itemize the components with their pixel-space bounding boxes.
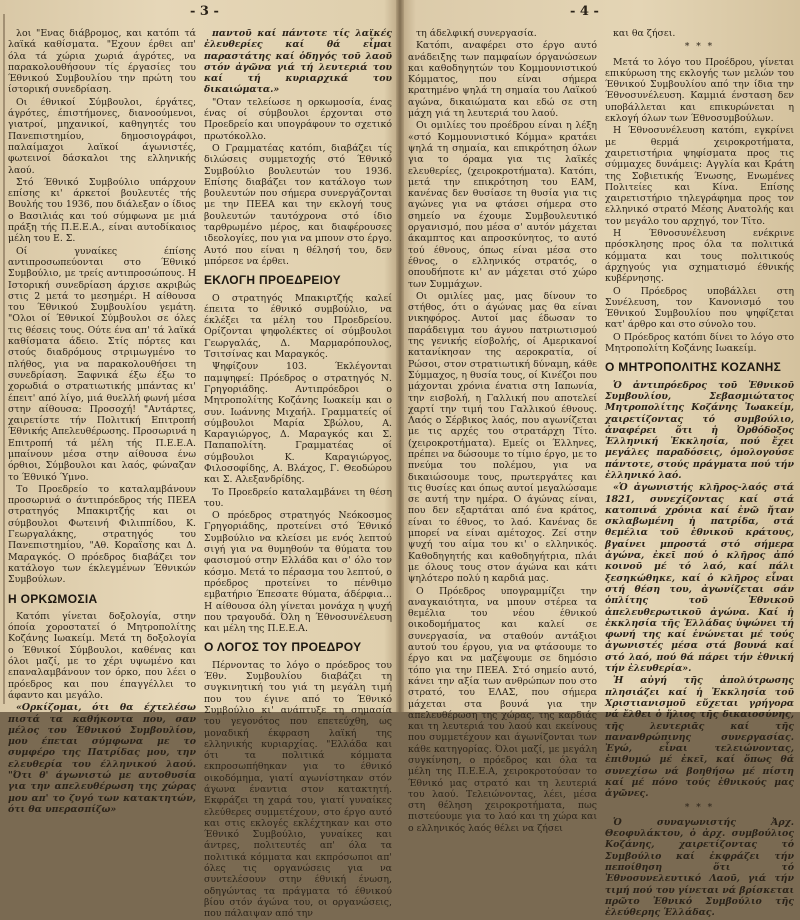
paragraph: Οι έθνικοί Σύμβουλοι, έργάτες, άγρότες, έπιστήμονες, διανοούμενοι, γιατροί, μηχανικοί, καθηγητές του Πανεπιστημίου, δημοσιογράφοι, παλαίμαχοι λαϊκοί άγωνιστές, φωτεινοί δάσκαλοι της ελληνικής λαού. bbox=[8, 96, 196, 176]
paragraph: τη άδελφική συνεργασία. bbox=[416, 28, 537, 39]
right-column-2 bbox=[605, 28, 794, 919]
left-margin-rule bbox=[3, 14, 5, 704]
left-page-columns bbox=[8, 28, 392, 920]
section-heading-election: ΕΚΛΟΓΗ ΠΡΟΕΔΡΕΙΟΥ bbox=[204, 273, 341, 288]
page-number-left: - 3 - bbox=[190, 4, 219, 19]
section-heading-president-speech: Ο ΛΟΓΟΣ ΤΟΥ ΠΡΟΕΔΡΟΥ bbox=[204, 640, 362, 655]
oath-text: «Ορκίζομαι, ότι θα έχτελέσω πιστά τα καθήκοντα που, σαν μέλος του Έθνικού Συμβουλίου, μου έπεται σύμφωνα με το συμφέρο της Πατρίδας μου, την ελευθερία του έλληνικού λαού. "Ότι θ' άγωνιστώ με αυτοθυσία για την απελευθέρωση της χώρας μου απ' το ζυγό των κατακτητών, ότι θα υπερασπίζω» bbox=[8, 702, 196, 815]
paragraph: Η Έθνοσυνέλευση ενέκρινε πρόσκλησης προς όλα τα πολιτικά κόμματα και τους πολιτικούς άρχηγούς για σχηματισμό έθνικής κυβέρνησης. bbox=[605, 228, 794, 285]
page-number-right: - 4 - bbox=[570, 4, 599, 19]
paragraph: Ο Πρόεδρος υποβάλλει στη Συνέλευση, τον Κανονισμό του Έθνικού Συμβουλίου που ψηφίζεται κατ' άρθρο και στο σύνολο του. bbox=[605, 285, 794, 331]
paragraph: Ο πρόεδρος στρατηγός Νεόκοσμος Γρηγοριάδης, προτείνει στό Έθνικό Συμβούλιο να κλείσει με ενός λεπτού σιγή για να θυμηθούν τα θύματα του φασισμού στην Ελλάδα και σ' όλο τον κόσμο. Μετά το πέρασμα του λεπτού, ο πρόεδρος προτείνει το πένθιμο εμβατήριο Έπεσατε θύματα, άδέρφια... Η αίθουσα όλη γίνεται μονάχα η ψυχή που τραγουδά. Όλη η Έθνοσυνέλευση και μέλη της Π.Ε.Ε.Α. bbox=[204, 510, 392, 635]
paragraph: Πέρνοντας το λόγο ο πρόεδρος του Έθν. Συμβουλίου διαβάζει τη συγκινητική του γιά τη μεγάλη τιμή που του έγινε από το Έθνικό Συμβούλιο κι' ανάπτυξε τη σημασία του γεγονότος που επετεύχθη, ως μοναδική έκφραση λαϊκή της ελληνικής κυριαρχίας. "Ελλάδα και ότι τα πολιτικά κόμματα εκπροσωπήθηκαν για το έθνικό οικοδόμημα, γιατί αγωνίστηκαν στόν άγωνα έναντια στον κατακτητή. Εκφράζει τη χαρά του, γιατί γυναίκες ελεύθερες συμμετέχουν, στο έργο αυτό και στις εκλογές εκλέχτηκαν και στο Έθνικό Συμβούλιο, γυναίκες και άντρες, πολιτευτές απ' όλα τα πολιτικά κόμματα και εκπρόσωποι απ' όλες τις οργανώσεις για να συντελέσουν στην έθνική ένωση, οδηγώντας τα πράγματα τό έθνικού βίου στόν άγώνα του, οι οργανώσεις, που πάλαιψαν από την bbox=[204, 659, 392, 920]
paragraph: Ο Γραμματέας κατόπι, διαβάζει τίς διλώσεις συμμετοχής στό Έθνικό Συμβούλιο βουλευτών του 1936. Επίσης διαβάζει τον κατάλογο των βουλευτών που σήμερα συνεργάζονται με την ΠΕΕΑ και την εκλογή τους βουλευτών ταυτόχρονα στό ίδιο ταρθρωμένο μέρος, και διαφέρουσες ιδεολογίες, που για να μπουν στο έργο. Αυτό που είναι η θέλησή του, δεν μπόρεσε να έρθει. bbox=[204, 142, 392, 267]
right-page-columns bbox=[408, 28, 794, 919]
paragraph: Το Προεδρείο καταλαμβάνει τη θέση του. bbox=[204, 486, 392, 509]
separator: * * * bbox=[684, 42, 715, 53]
right-column-1 bbox=[408, 28, 597, 834]
paragraph: Κατόπι γίνεται δοξολογία, στην όποία χοροστατεί ό Μητροπολίτης Κοζάνης Ιωακείμ. Μετά τη δοξολογία ο Έθνικοί Σύμβουλοι, καθένας και όλοι μαζί, με το χέρι υψωμένο και επαναλαμβάνουν τον όρκο, που λέει ο πρόεδρος και που έπαγγέλλει το άφαντο και μεγάλο. bbox=[8, 610, 196, 701]
paragraph: Ἡ αὐγή τῆς ἀπολύτρωσης πλησιάζει καί ἡ Ἐκκλησία τοῦ Χριστιανισμοῦ εὔχεται γρήγορα νά ἔλθει ὁ ἥλιος τῆς δικαιοσύνης, τῆς λευτεριᾶς καί τῆς πανανθρώπινης συνεργασίας. Ἐγώ, εἶναι τελειώνοντας, ἐπιθυμώ μέ ἐκεῖ, καί ὅπως θά συνεχίσω νά βοηθήσω μέ πίστη καί μέ πόνο τούς ἐθνικούς μας ἀγῶνες. bbox=[605, 675, 794, 800]
section-heading-metropolitan: Ο ΜΗΤΡΟΠΟΛΙΤΗΣ ΚΟΖΑΝΗΣ bbox=[605, 360, 782, 375]
separator: * * * bbox=[684, 802, 715, 813]
right-page bbox=[402, 0, 800, 919]
paragraph: Οί γυναίκες έπίσης αντιπροσωπεύονται στο Έθνικό Συμβούλιο, με τρείς αντιπροσώπους. Η Ιστορική συνεδρίαση άρχισε ακριβώς στις 2 μετά το μεσημέρι. Η αίθουσα του Έθνικού Συμβουλίου γεμάτη. "Ολοι οί Έθνικοί Σύμβουλοι σε όλες τις θέσεις τους. Ούτε ένα απ' τά λαϊκά καθίσματα άδειο. Στίς πόρτες και στούς διαδρόμους στριμωγμένο το πλήθος, για να παρακολουθήσει τη συνεδρίαση. Ξαφνικά έξω έξω το χορωδιά ο στρατιωτικής μπάντας κι' έπειτ' από λίγο, μιά θυελλή φωνή μέσα στην αίθουσα: Προσοχή! "Αντάρτες, χαιρετίστε τήν Πολιτική Επιτροπή Έθνικής Απελευθέρωσης. Προσωρινά η Επιτροπή τά μέλη τής Π.Ε.Ε.Α. μπαίνουν μέσα στην αίθουσα ένω όρθιοι, Σύμβουλοι και λαός, φώναζαν το Έθνικό Ύμνο. bbox=[8, 245, 196, 483]
oath-text-continued: παντοῦ καί πάντοτε τίς λαϊκές ἐλευθερίες καί θά εἶμαι παραστάτης καί ὁδηγός τοῦ λαοῦ στόν ἀγῶνα γιά τή λευτεριά του καί τή κυριαρχικά του δικαιώματα.» bbox=[204, 28, 392, 96]
paragraph: Οι ομιλίες του προέδρου είναι η λέξη «στό Κομμουνιστικό Κόμμα» κρατάει ψηλά τη σημαία, και επικρότηση όλων για το όραμα για τις λαϊκές ελευθερίες, (χειροκροτήματα). Κατόπι, μετά την επικρότηση του ΕΑΜ, κανένας δεν θυσίασε τη θυσία για τις αγώνες για να φτάσει σήμερα στο σημείο να έχουμε Συμβουλευτικό οργανισμό, που μέσα σ' αυτόν μάχεται άκαμπτος και απροσκύνητος, το αυτό τού έθνους, όπως είναι μέσα στο έθνος, ο ελληνικός στρατός, ο οπουδήποτε κι' αν μάχεται στό χώρο των Συμμάχων. bbox=[408, 120, 597, 290]
paragraph: Στό Έθνικό Συμβούλιο υπάρχουν επίσης κι' άρκετοί βουλευτές τής Βουλής του 1936, που διάλεξαν ο ίδιος ο Βασιλιάς και τού σύμφωνα με μιά πράξη τής Π.Ε.Ε.Α., είναι αυτοδίκαιος μέλη του Ε. Σ. bbox=[8, 176, 196, 245]
paragraph: «Ὁ ἀγωνιστής κλῆρος-λαός στά 1821, συνεχίζοντας καί στά κατοπινά χρόνια καί ἐνῶ ἤταν σκλαβωμένη ἡ πατρίδα, στά θεμέλια τοῦ ἐθνικοῦ κράτους, βγαίνει μπροστά στό σήμερα ἀγώνα, ἐκεῖ πού ὁ κλῆρος ἀπό κοινοῦ μέ τό λαό, καί πάλι ξεσηκώθηκε, καί ὁ κλῆρος εἶναι στή θέση του, ἀγωνίζεται σάν ὁπλίτης τοῦ Ἐθνικοῦ ἀπελευθερωτικοῦ ἀγώνα. Καί ἡ ἐκκλησία τῆς Ἑλλάδας ὑψώνει τή φωνή της καί ἑνώνεται μέ τούς ἀγωνιστές μέσα στά βουνά καί στό λαό, πού θά πάρει τήν ἐθνική τήν ἐλευθερία». bbox=[605, 482, 794, 675]
paragraph: λοι "Ενας διάβρομος, και κατόπι τά λαϊκά καθίσματα. "Εχουν έρθει απ' όλα τά χώρια χωριά άγρότες, να παρακολουθήσουν τίς έργασίες του Έθνικού Συμβουλίου την πρώτη του ίστορική συνεδρίαση. bbox=[8, 28, 196, 96]
paragraph: Ο Πρόεδρος υπογραμμίζει την αναγκαιότητα, να μπουν στέρεα τα θεμέλια του νέου έθνικού οικοδομήματος και καλεί σε συνεργασία, να σταθούν αντάξιοι αυτού του έργου, για να φτάσουμε το έργο και να μαζέψουμε σε δημόσιο τόπο για την ΠΕΕΑ. Στό σημείο αυτό, κάνει την αξία των ανθρώπων που στο στρατό, του ΕΛΑΣ, που σήμερα μάχεται στα βουνά για την απελευθέρωση της χώρας, της καρδιάς και τη λευτεριά του λαού και εκείνους που συμμετέχουν και άγωνίζονται των κάθε κατηγορίας. Όλοι μαζί, με μεγάλη συγκίνηση, ο πρόεδρος και όλα τα μέλη της Π.Ε.Ε.Α, χειροκροτούσαν το Έθνικό μας στρατό και τη λευτεριά του λαού. Τελειώνοντας, λέει, μέσα στη θέληση χειροκροτήματα, πως πιστεύουμε για το λαό και τη χώρα και ο ελληνικός λαός θέλει να ζήσει bbox=[408, 585, 597, 834]
paragraph: Η Έθνοσυνέλευση κατόπι, εγκρίνει με θερμά χειροκροτήματα, χαιρετιστήρια ψηφίσματα προς τις σύμμαχες δυνάμεις: Αγγλία και Κράτη της Σοβιετικής Ένωσης, Ενωμένες Πολιτείες και Κίνα. Επίσης χαιρετιστήριο τηλεγράφημα προς τον ελληνικό στρατό Μέσης Ανατολής και τον μεγάλο του αρχηγό, τον Τίτο. bbox=[605, 125, 794, 227]
paragraph: Ὁ ἀντιπρόεδρος τοῦ Ἐθνικοῦ Συμβουλίου, Σεβασμιώτατος Μητροπολίτης Κοζάνης Ἰωακείμ, χαιρετίζοντας τό συμβούλιο, ἀναφέρει ὅτι ἡ Ὀρθόδοξος Ἑλληνική Ἐκκλησία, πού ἔχει μεγάλες παραδόσεις, ὁμολογούσε πάντοτε, στούς πράγματα πού τήν ἐλληνικό λαό. bbox=[605, 379, 794, 481]
paragraph: Μετά το λόγο του Προέδρου, γίνεται επικύρωση της εκλογής των μελών του Έθνικού Συμβουλίου από την ίδια την Έθνοσυνέλευση. Καμμιά ένσταση δεν υποβάλλεται και επικυρώνεται η εκλογή όλων των Έθνοσυμβούλων. bbox=[605, 56, 794, 125]
paragraph: "Οταν τελείωσε η ορκωμοσία, ένας ένας οί σύμβουλοι έρχονται στο Προεδρείο και υπογράφουν το σχετικό πρωτόκολλο. bbox=[204, 96, 392, 142]
section-heading-oath: Η ΟΡΚΩΜΟΣΙΑ bbox=[8, 591, 98, 606]
paragraph: Το Προεδρείο το καταλαμβάνουν προσωρινά ο άντιπρόεδρος τής ΠΕΕΑ στρατηγός Μπακιρτζής και οι σύμβουλοι Φωτεινή Φιλιππίδου, Κ. Γεωργαλάκης, στρατηγός του Πανεπιστημίου, "Αθ. Κοραΐσης και Δ. Μαραγκός. Ο πρόεδρος διαβάζει τον κατάλογο των έκλεγμένων Έθνικών Συμβούλων. bbox=[8, 483, 196, 586]
left-column-2 bbox=[204, 28, 392, 920]
paragraph: Οι ομιλίες μας, μας δίνουν το στήθος, ότι ο άγώνας μας θα είναι νικηφόρος. Αυτοί μας έδωσαν το παράδειγμα του άγνου πατριωτισμού της γενικής είσβολής, οί Αμερικανοί κατανίκησαν της αεροκρατία, οί Ρώσοι, στον στρατιωτική δύναμη, κάθε Σύμμαχος, η θυσία τους, οί Κινέζοι που μάχονται χρόνια ένατια στη Ιαπωνία, την εισβολή, η Γαλλική που αποτελεί χαρτί την τιμή του Γαλλικού έθνους. Λαός ο Σέρβικος λαός, που αγωνίζεται με τις αρχές του στρατάρχη Τίτο. (χειροκροτήματα). Εμείς οι Έλληνες, πρέπει να δώσουμε το τίμιο έργο, με το πνεύμα του πολέμου, για να δικαιώσουμε τους, πρωτεργάτες και τις θυσίες και όπως αυτοί μεγαλώσαμε σε αυτή την ημέρα. Ο άγώνας είναι, που δεν εξαρτάται από ένα κράτος, είναι το έθνος, το λαό. Κανένας δε μπορεί να είναι αμέτοχος. Ζεί στην ψυχή του αίμα του κι' ο ελληνικός. Καθοδηγητής και καθοδηγήτρια, πλάι με όλους τους στον άγώνα και κάτι ψηλότερο πολύ η καρδιά μας. bbox=[408, 290, 597, 585]
left-column-1 bbox=[8, 28, 196, 815]
left-page bbox=[0, 0, 398, 920]
paragraph: Ψηφίζουν 103. Έκλέγονται παμψηφεί: Πρόεδρος ο στρατηγός Ν. Γρηγοριάδης. Αντιπρόεδροι ο Μητροπολίτης Κοζάνης Ιωακείμ και ο συν. Ιωάννης Μιχαήλ. Γραμματείς οί σύμβουλοι Μαρία Σβώλου, Α. Καραγιώργος, Δ. Μαραγκός και Σ. Παπαπολίτη. Γραμματέας οί σύμβουλοι Κ. Καραγιώργος, Φιλοσοφίδης, Α. Βλάχος, Γ. Θεοδώρου και Σ. Αλεξανδρίδης. bbox=[204, 361, 392, 486]
paragraph: και θα ζήσει. bbox=[613, 28, 676, 39]
paragraph: Ὁ συναγωνιστής Ἀρχ. Θεοφυλάκτου, ὁ ἀρχ. συμβούλιος Κοζάνης, χαιρετίζοντας τό Συμβούλιο καί ἐκφράζει τήν πεποίθηση ὅτι τό Ἐθνοσυνελευτικό Λαοῦ, γιά τήν τιμή πού του γίνεται νά βρίσκεται πρῶτο Ἐθνικό Συμβούλιο τῆς ἐλεύθερης Ἑλλάδας. bbox=[605, 816, 794, 919]
paragraph: Ο στρατηγός Μπακιρτζής καλεί έπειτα το έθνικό συμβούλιο, να έκλέξει τα μέλη του Προεδρείου. Ορίζονται ψηφολέκτες οί σύμβουλοι Γεωργαλάς, Δ. Μαρμαρόπουλος, Τσιτσίνας και Μαραγκός. bbox=[204, 292, 392, 361]
paragraph: Ο Πρόεδρος κατόπι δίνει το λόγο στο Μητροπολίτη Κοζάνης Ιωακείμ. bbox=[605, 331, 794, 355]
paragraph: Κατόπι, αναφέρει στο έργο αυτό ανάδειξης των παμφαίων όργανώσεων και καθοδηγητών του Κομμουνιστικού Κόμματος, που είναι σήμερα κρατημένο ψηλά τη σημαία του Λαϊκού αγώνα, δικαιώματα και εδώ σε στη μάχη γιά τη λευτεριά του λαού. bbox=[408, 40, 597, 120]
